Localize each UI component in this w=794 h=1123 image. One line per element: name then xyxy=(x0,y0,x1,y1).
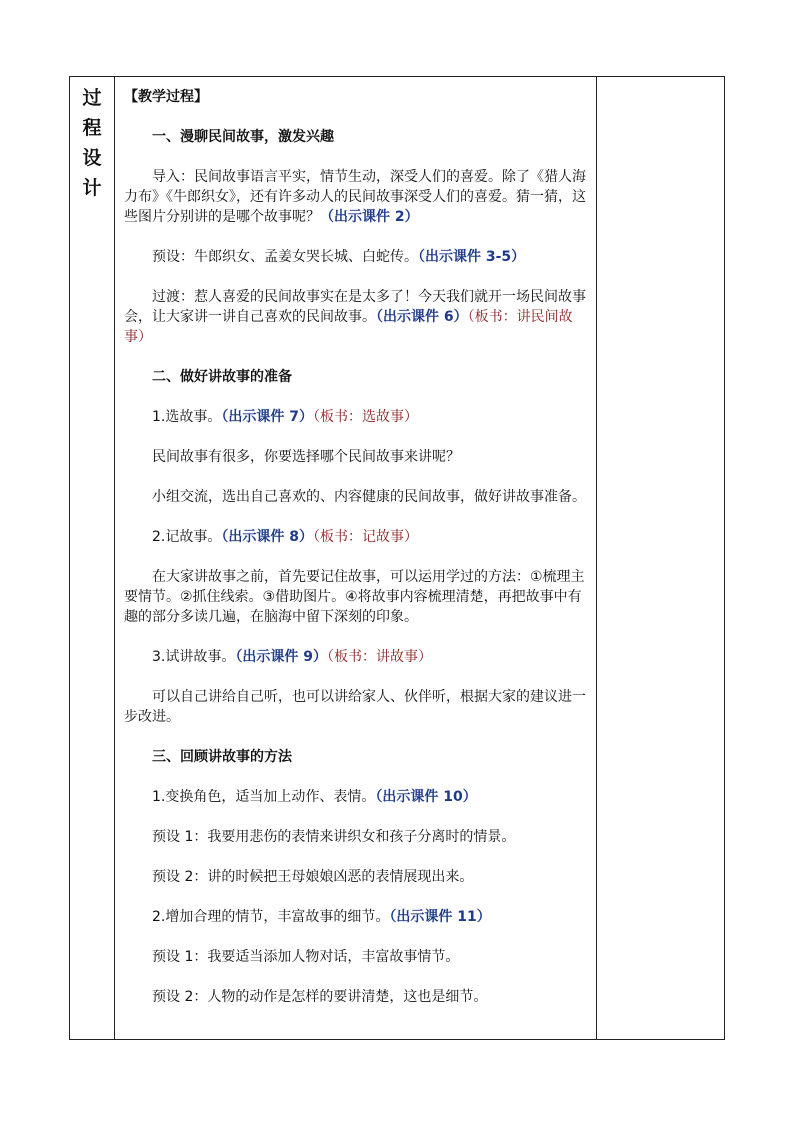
side-label-char: 计 xyxy=(82,177,102,199)
side-label-char: 过 xyxy=(82,87,102,109)
step-3-text: 可以自己讲给自己听，也可以讲给家人、伙伴听，根据大家的建议进一步改进。 xyxy=(124,689,586,725)
section-heading-1: 一、漫聊民间故事，激发兴趣 xyxy=(152,129,334,145)
board-note: （板书：讲故事） xyxy=(326,649,432,665)
step-2: 2.记故事。（出示课件 8）（板书：记故事） xyxy=(152,529,418,545)
board-note: （板书：讲民间故事） xyxy=(124,309,573,345)
slide-ref: （出示课件 9） xyxy=(235,649,327,665)
step-2-text: 在大家讲故事之前，首先要记住故事，可以运用学过的方法：①梳理主要情节。②抓住线索。③借助图片。④将故事内容梳理清楚，再把故事中有趣的部分多读几遍，在脑海中留下深刻的印象。 xyxy=(124,569,585,625)
side-label xyxy=(70,83,114,203)
step-1: 1.选故事。（出示课件 7）（板书：选故事） xyxy=(152,409,418,425)
method-2-preset-2: 预设 2：人物的动作是怎样的要讲清楚，这也是细节。 xyxy=(152,989,488,1005)
section-heading-3: 三、回顾讲故事的方法 xyxy=(152,749,292,765)
preset-paragraph: 预设：牛郎织女、孟姜女哭长城、白蛇传。（出示课件 3-5） xyxy=(152,249,526,265)
slide-ref: （出示课件 2） xyxy=(320,209,419,225)
slide-ref: （出示课件 3-5） xyxy=(418,249,526,265)
step-1-question: 民间故事有很多，你要选择哪个民间故事来讲呢？ xyxy=(152,449,460,465)
side-label-char: 设 xyxy=(82,147,102,169)
column-divider-right xyxy=(596,77,597,1039)
intro-paragraph: 导入：民间故事语言平实，情节生动，深受人们的喜爱。除了《猎人海力布》《牛郎织女》，还有许多动人的民间故事深受人们的喜爱。猜一猜，这些图片分别讲的是哪个故事呢？（出示课件 2） xyxy=(124,169,586,225)
method-1-preset-2: 预设 2：讲的时候把王母娘娘凶恶的表情展现出来。 xyxy=(152,869,474,885)
slide-ref: （出示课件 8） xyxy=(221,529,313,545)
step-1-group: 小组交流，选出自己喜欢的、内容健康的民间故事，做好讲故事准备。 xyxy=(152,489,586,505)
slide-ref: （出示课件 7） xyxy=(221,409,313,425)
method-1-preset-1: 预设 1：我要用悲伤的表情来讲织女和孩子分离时的情景。 xyxy=(152,829,516,845)
section-heading-2: 二、做好讲故事的准备 xyxy=(152,369,292,385)
method-2-preset-1: 预设 1：我要适当添加人物对话，丰富故事情节。 xyxy=(152,949,460,965)
lesson-content xyxy=(124,87,590,1007)
slide-ref: （出示课件 6） xyxy=(376,309,468,325)
side-label-char: 程 xyxy=(82,117,102,139)
column-divider-left xyxy=(114,77,115,1039)
section-title: 【教学过程】 xyxy=(124,89,208,105)
slide-ref: （出示课件 11） xyxy=(389,909,491,925)
step-3: 3.试讲故事。（出示课件 9）（板书：讲故事） xyxy=(152,649,432,665)
method-1: 1.变换角色，适当加上动作、表情。（出示课件 10） xyxy=(152,789,477,805)
lesson-table xyxy=(69,76,725,1040)
slide-ref: （出示课件 10） xyxy=(375,789,477,805)
method-2: 2.增加合理的情节，丰富故事的细节。（出示课件 11） xyxy=(152,909,491,925)
board-note: （板书：选故事） xyxy=(312,409,418,425)
board-note: （板书：记故事） xyxy=(312,529,418,545)
transition-paragraph: 过渡：惹人喜爱的民间故事实在是太多了！今天我们就开一场民间故事会，让大家讲一讲自己喜欢的民间故事。（出示课件 6）（板书：讲民间故事） xyxy=(124,289,586,345)
